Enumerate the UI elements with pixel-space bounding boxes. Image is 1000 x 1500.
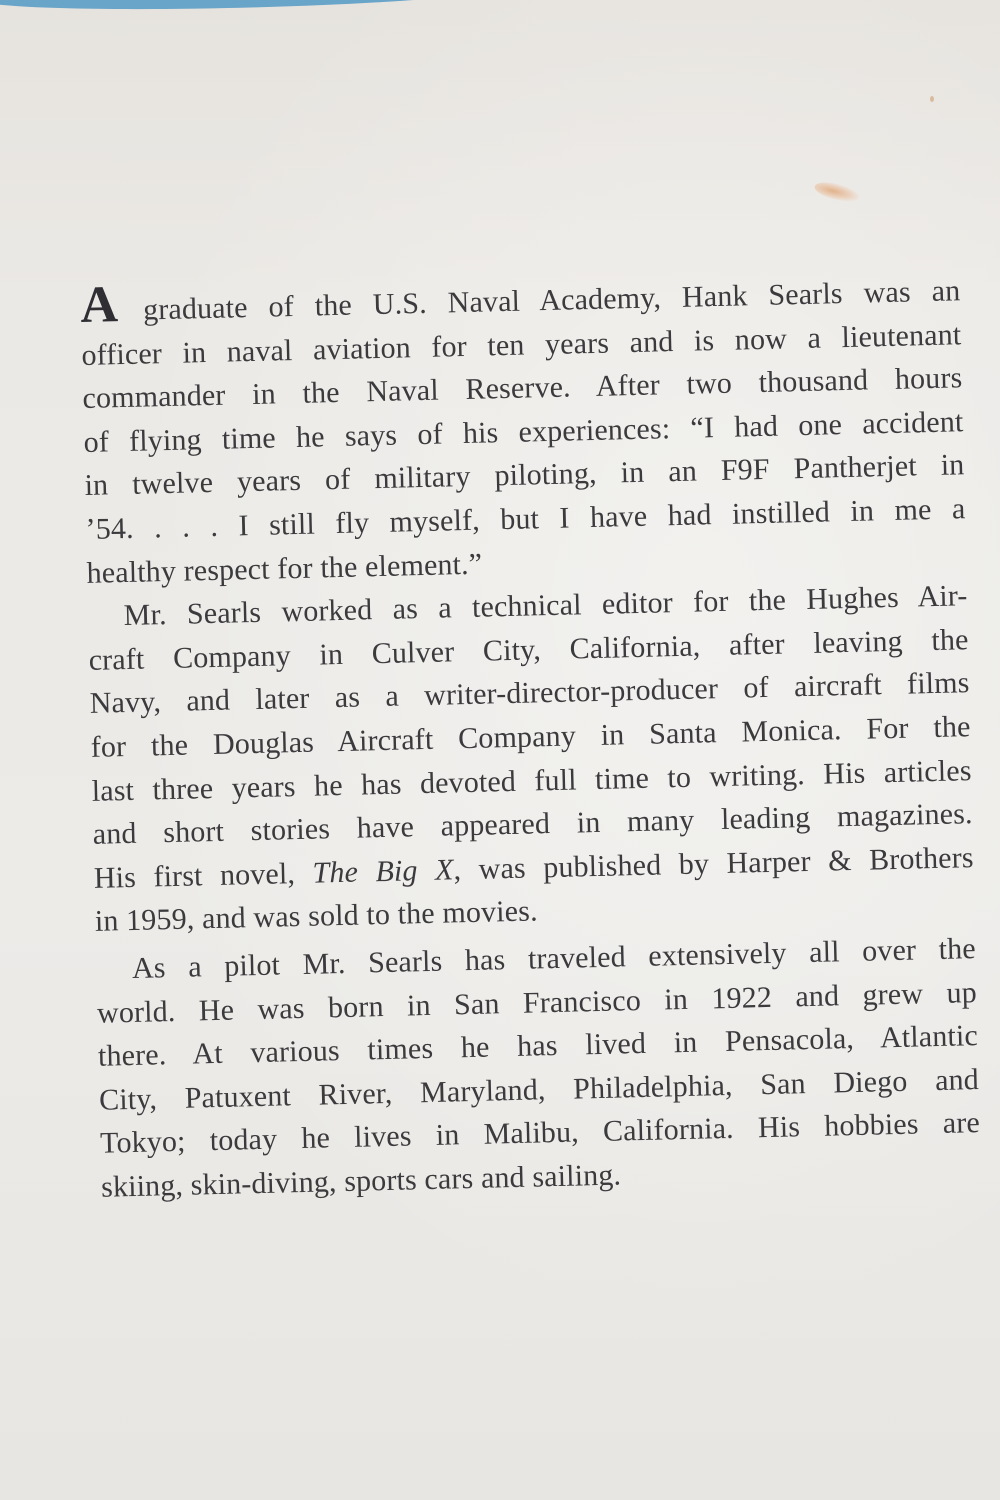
bio-line: healthy respect for the element.” bbox=[86, 547, 483, 590]
bio-paragraph-1 bbox=[80, 269, 967, 595]
bio-line: Mr. Searls worked as a technical editor for the Hughes Air- bbox=[123, 579, 968, 633]
bio-line: craft Company in Culver City, California, after leaving the bbox=[88, 622, 969, 677]
bio-line: Tokyo; today he lives in Malibu, California. His hobbies are bbox=[99, 1106, 981, 1161]
bio-line: in 1959, and was sold to the movies. bbox=[94, 894, 539, 939]
bio-paragraph-2 bbox=[87, 574, 975, 943]
bio-line: in twelve years of military piloting, in an F9F Pantherjet in bbox=[84, 448, 965, 503]
bio-line: there. At various times he has lived in Pensacola, Atlantic bbox=[97, 1019, 979, 1073]
bio-line: for the Douglas Aircraft Company in Santa Monica. For the bbox=[90, 710, 971, 764]
author-biography bbox=[80, 269, 981, 1209]
bio-line: A graduate of the U.S. Naval Academy, Hank Searls was an bbox=[79, 274, 961, 334]
bio-line: commander in the Naval Reserve. After two thousand hours bbox=[82, 361, 963, 416]
paper-speck bbox=[930, 96, 934, 102]
bio-line: ’54. . . . I still fly myself, but I have had instilled in me a bbox=[85, 492, 966, 546]
bio-line: of flying time he says of his experiences: “I had one accident bbox=[83, 405, 964, 459]
drop-cap: A bbox=[79, 276, 119, 334]
bio-line: world. He was born in San Francisco in 1922 and grew up bbox=[96, 975, 978, 1030]
paper-stain bbox=[813, 179, 862, 206]
bio-paragraph-3 bbox=[96, 927, 982, 1209]
blue-cover-edge bbox=[0, 0, 520, 12]
book-title: The Big X bbox=[312, 853, 454, 890]
bio-line: officer in naval aviation for ten years and is now a lieutenant bbox=[81, 317, 962, 372]
bio-line: last three years he has devoted full time to writing. His articles bbox=[91, 753, 972, 808]
bio-line: Navy, and later as a writer-director-producer of aircraft films bbox=[89, 666, 970, 721]
bio-line: skiing, skin-diving, sports cars and sailing. bbox=[100, 1158, 622, 1204]
bio-line: As a pilot Mr. Searls has traveled extensively all over the bbox=[131, 931, 977, 985]
bio-line: His first novel, The Big X, was published by Harper & Brothers bbox=[93, 840, 975, 895]
bio-line: City, Patuxent River, Maryland, Philadelphia, San Diego and bbox=[98, 1062, 980, 1117]
bio-line: and short stories have appeared in many leading magazines. bbox=[92, 797, 973, 851]
